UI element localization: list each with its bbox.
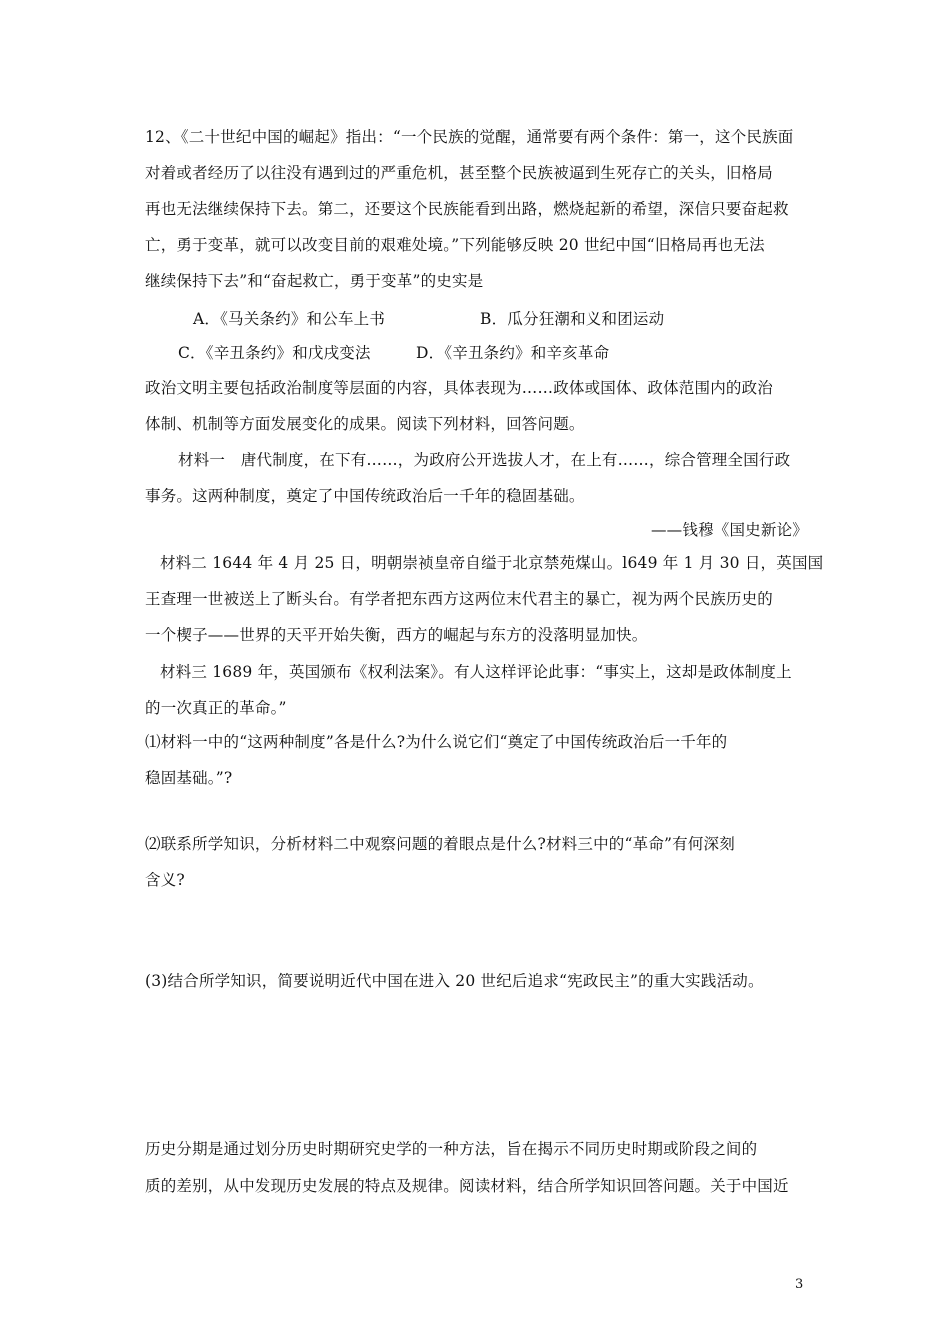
question-2-line-1: ⑵联系所学知识，分析材料二中观察问题的着眼点是什么?材料三中的“革命”有何深刻 (145, 835, 735, 853)
material-1-source: ——钱穆《国史新论》 (650, 521, 808, 539)
material-3-line-1: 材料三 1689 年，英国颁布《权利法案》。有人这样评论此事：“事实上，这却是政体制度上 (160, 663, 792, 681)
question-12-line-3: 再也无法继续保持下去。第二，还要这个民族能看到出路，燃烧起新的希望，深信只要奋起救 (145, 200, 789, 218)
material-1-line-2: 事务。这两种制度，奠定了中国传统政治后一千年的稳固基础。 (145, 487, 585, 505)
material-1-line-1: 材料一 唐代制度，在下有……，为政府公开选拔人才，在上有……，综合管理全国行政 (178, 451, 791, 469)
option-b: B．瓜分狂潮和义和团运动 (480, 310, 665, 328)
question-12-line-2: 对着或者经历了以往没有遇到过的严重危机，甚至整个民族被逼到生死存亡的关头，旧格局 (145, 164, 774, 182)
option-d: D．《辛丑条约》和辛亥革命 (416, 344, 610, 362)
question-3: (3)结合所学知识，简要说明近代中国在进入 20 世纪后追求“宪政民主”的重大实践活动。 (145, 972, 764, 990)
question-12-line-5: 继续保持下去”和“奋起救亡，勇于变革”的史实是 (145, 272, 484, 290)
question-12-line-4: 亡，勇于变革，就可以改变目前的艰难处境。”下列能够反映 20 世纪中国“旧格局再也无法 (145, 236, 765, 254)
periodization-line-2: 质的差别，从中发现历史发展的特点及规律。阅读材料，结合所学知识回答问题。关于中国近 (145, 1177, 789, 1195)
material-2-line-2: 王查理一世被送上了断头台。有学者把东西方这两位末代君主的暴亡，视为两个民族历史的 (145, 590, 774, 608)
question-1-line-2: 稳固基础。”? (145, 769, 233, 787)
option-a: A．《马关条约》和公车上书 (193, 310, 386, 328)
option-c: C．《辛丑条约》和戊戌变法 (178, 344, 371, 362)
question-2-line-2: 含义? (145, 871, 185, 889)
intro-line-2: 体制、机制等方面发展变化的成果。阅读下列材料，回答问题。 (145, 415, 585, 433)
page-number: 3 (795, 1277, 804, 1292)
material-2-line-1: 材料二 1644 年 4 月 25 日，明朝崇祯皇帝自缢于北京禁苑煤山。l649 年 1 月 30 日，英国国 (160, 554, 824, 572)
question-1-line-1: ⑴材料一中的“这两种制度”各是什么?为什么说它们“奠定了中国传统政治后一千年的 (145, 733, 728, 751)
material-3-line-2: 的一次真正的革命。” (145, 699, 287, 717)
material-2-line-3: 一个楔子——世界的天平开始失衡，西方的崛起与东方的没落明显加快。 (145, 626, 648, 644)
question-12-line-1: 12、《二十世纪中国的崛起》指出：“一个民族的觉醒，通常要有两个条件：第一，这个民族面 (145, 128, 794, 146)
intro-line-1: 政治文明主要包括政治制度等层面的内容，具体表现为……政体或国体、政体范围内的政治 (145, 379, 774, 397)
periodization-line-1: 历史分期是通过划分历史时期研究史学的一种方法，旨在揭示不同历史时期或阶段之间的 (145, 1140, 758, 1158)
